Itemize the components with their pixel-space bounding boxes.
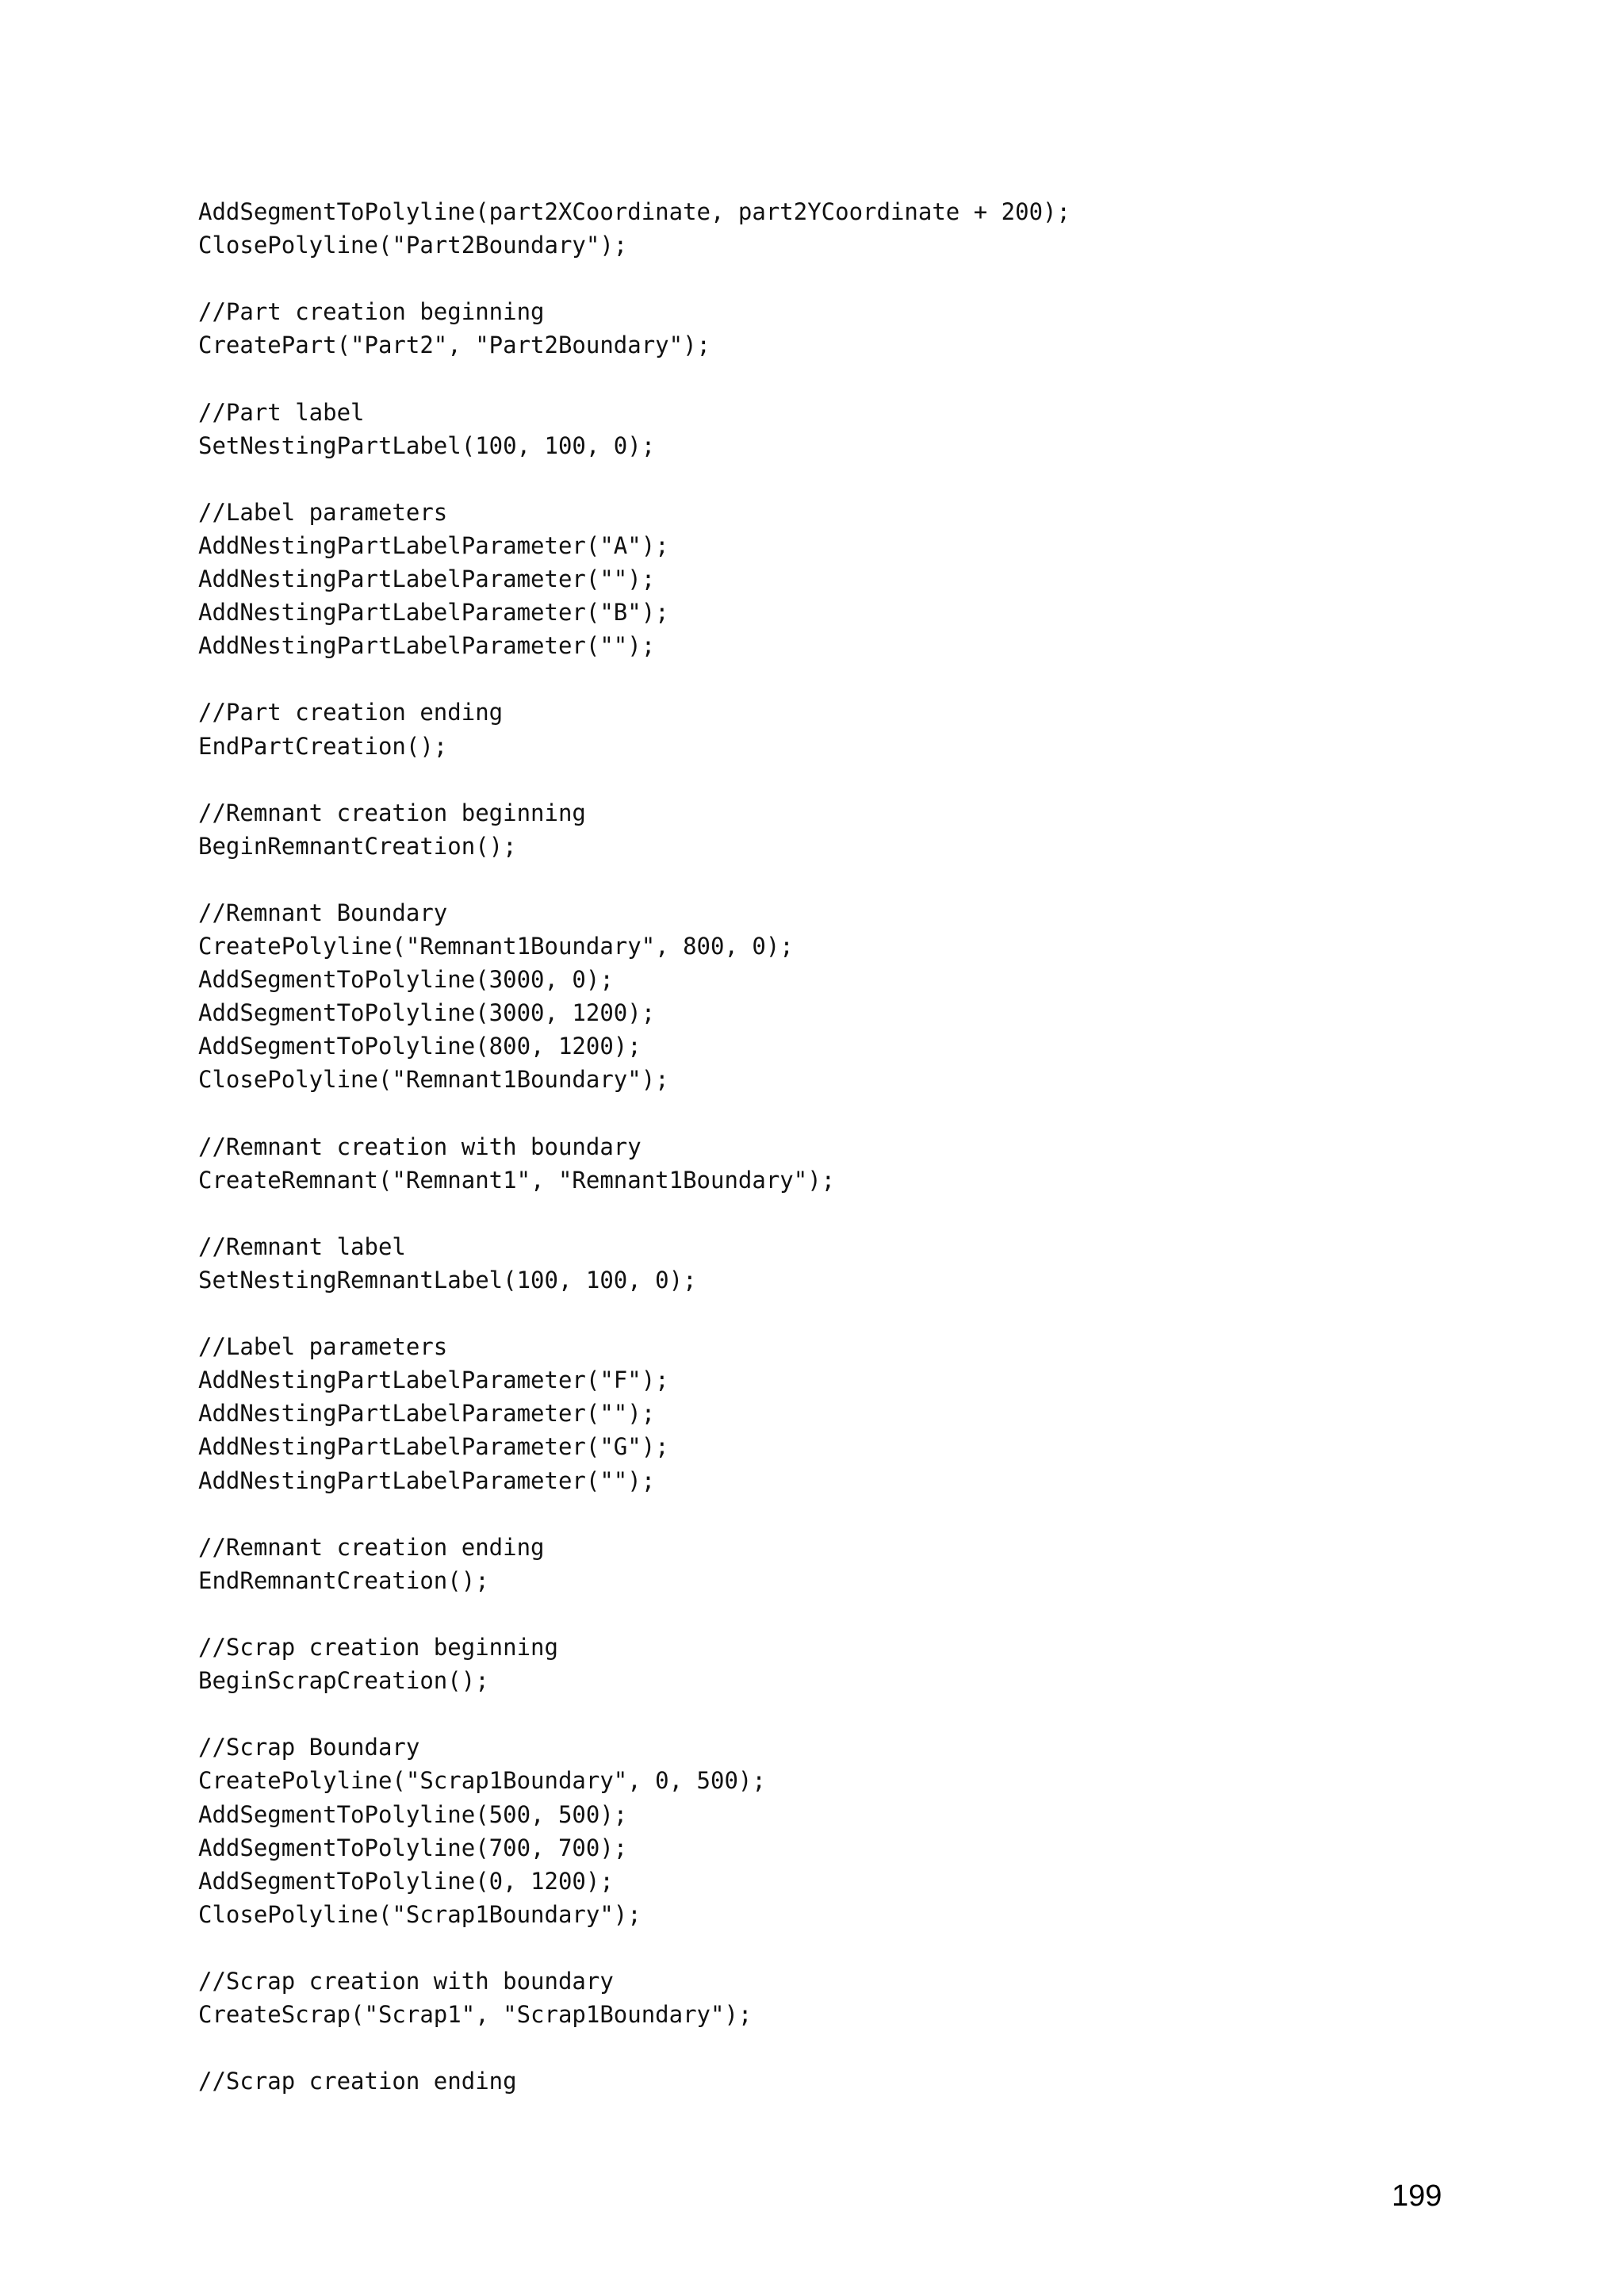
- code-line: AddSegmentToPolyline(3000, 1200);: [198, 999, 656, 1027]
- code-listing: [198, 195, 1507, 2098]
- code-line: AddSegmentToPolyline(500, 500);: [198, 1800, 628, 1828]
- blank-line: [198, 1931, 1507, 1964]
- code-comment-line: //Label parameters: [198, 498, 448, 526]
- code-comment-line: //Scrap creation ending: [198, 2068, 517, 2095]
- code-line: BeginScrapCreation();: [198, 1667, 489, 1695]
- blank-line: [198, 1497, 1507, 1531]
- blank-line: [198, 462, 1507, 496]
- code-line: CreatePolyline("Scrap1Boundary", 0, 500);: [198, 1767, 766, 1795]
- code-comment-line: //Remnant creation with boundary: [198, 1133, 642, 1160]
- code-comment-line: //Part label: [198, 398, 365, 426]
- code-line: AddNestingPartLabelParameter("");: [198, 1400, 656, 1428]
- code-line: AddNestingPartLabelParameter("B");: [198, 599, 669, 627]
- code-line: AddNestingPartLabelParameter("");: [198, 1466, 656, 1494]
- code-line: CreatePolyline("Remnant1Boundary", 800, 0);: [198, 933, 794, 960]
- code-line: AddNestingPartLabelParameter("A");: [198, 531, 669, 559]
- page-number: 199: [1392, 2179, 1442, 2213]
- code-line: EndRemnantCreation();: [198, 1566, 489, 1594]
- blank-line: [198, 662, 1507, 696]
- code-line: AddNestingPartLabelParameter("");: [198, 632, 656, 660]
- code-line: AddSegmentToPolyline(700, 700);: [198, 1834, 628, 1861]
- blank-line: [198, 262, 1507, 295]
- code-line: ClosePolyline("Remnant1Boundary");: [198, 1066, 669, 1094]
- code-line: BeginRemnantCreation();: [198, 832, 517, 860]
- code-comment-line: //Remnant creation ending: [198, 1533, 545, 1561]
- code-line: CreatePart("Part2", "Part2Boundary");: [198, 332, 711, 359]
- blank-line: [198, 362, 1507, 395]
- code-line: SetNestingRemnantLabel(100, 100, 0);: [198, 1267, 697, 1294]
- code-comment-line: //Part creation ending: [198, 699, 504, 726]
- code-line: AddSegmentToPolyline(part2XCoordinate, part2YCoordinate + 200);: [198, 198, 1071, 225]
- code-line: ClosePolyline("Scrap1Boundary");: [198, 1900, 642, 1928]
- code-line: AddSegmentToPolyline(0, 1200);: [198, 1867, 614, 1895]
- blank-line: [198, 1097, 1507, 1130]
- code-line: EndPartCreation();: [198, 732, 448, 760]
- code-line: AddSegmentToPolyline(800, 1200);: [198, 1033, 642, 1060]
- code-line: CreateRemnant("Remnant1", "Remnant1Boundary");: [198, 1166, 836, 1194]
- code-comment-line: //Scrap Boundary: [198, 1734, 420, 1761]
- blank-line: [198, 1197, 1507, 1230]
- code-comment-line: //Label parameters: [198, 1333, 448, 1361]
- code-comment-line: //Remnant Boundary: [198, 899, 448, 926]
- code-comment-line: //Scrap creation with boundary: [198, 1967, 614, 1995]
- blank-line: [198, 1697, 1507, 1731]
- blank-line: [198, 763, 1507, 796]
- blank-line: [198, 2031, 1507, 2064]
- code-line: AddNestingPartLabelParameter("G");: [198, 1433, 669, 1461]
- code-comment-line: //Scrap creation beginning: [198, 1634, 558, 1662]
- code-line: AddNestingPartLabelParameter("F");: [198, 1366, 669, 1394]
- code-line: AddSegmentToPolyline(3000, 0);: [198, 966, 614, 994]
- code-line: SetNestingPartLabel(100, 100, 0);: [198, 431, 656, 459]
- code-comment-line: //Remnant creation beginning: [198, 799, 586, 826]
- blank-line: [198, 1597, 1507, 1631]
- code-comment-line: //Remnant label: [198, 1232, 406, 1260]
- code-comment-line: //Part creation beginning: [198, 298, 545, 326]
- blank-line: [198, 1297, 1507, 1330]
- code-line: AddNestingPartLabelParameter("");: [198, 565, 656, 593]
- code-line: ClosePolyline("Part2Boundary");: [198, 232, 628, 259]
- blank-line: [198, 863, 1507, 896]
- code-line: CreateScrap("Scrap1", "Scrap1Boundary");: [198, 2001, 753, 2029]
